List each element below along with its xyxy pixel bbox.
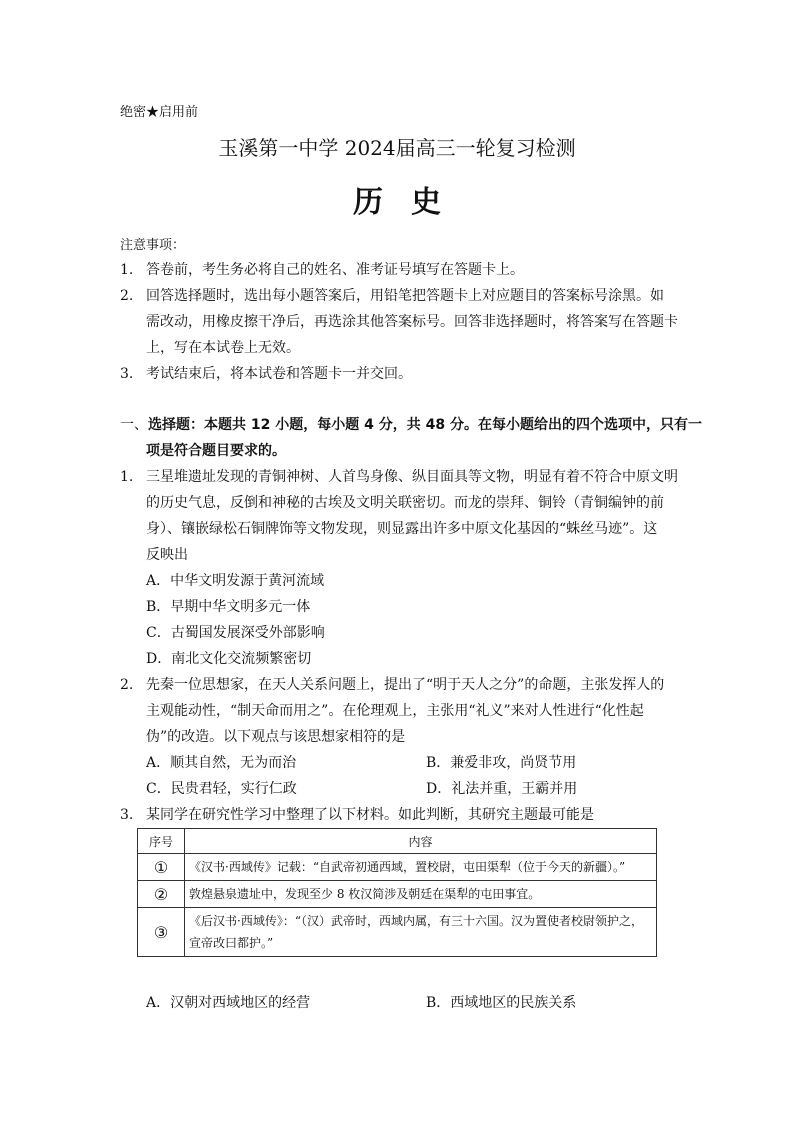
question-text: 某同学在研究性学习中整理了以下材料。如此判断，其研究主题最可能是 [146, 807, 594, 823]
section-text: 本题共 12 小题，每小题 4 分，共 48 分。在每小题给出的 [204, 417, 576, 433]
row-content: 《后汉书·西域传》：“（汉）武帝时，西域内属，有三十六国。汉为置使者校尉领护之，宣帝改曰都护。” [185, 908, 657, 957]
option-d[interactable]: D．礼法并重，王霸并用 [426, 781, 578, 797]
option-c[interactable]: C．古蜀国发展深受外部影响 [146, 625, 325, 641]
notice-text: 上，写在本试卷上无效。 [146, 340, 300, 356]
table-header-index: 序号 [138, 829, 185, 854]
row-index: ① [138, 854, 185, 881]
row-content: 《汉书·西域传》记载：“自武帝初通西域，置校尉，屯田渠犁（位于今天的新疆）。” [185, 854, 657, 881]
exam-title: 玉溪第一中学 2024届高三一轮复习检测 [218, 136, 576, 160]
secret-mark: 绝密★启用前 [120, 105, 199, 120]
row-content: 敦煌悬泉遗址中，发现至少 8 枚汉简涉及朝廷在渠犁的屯田事宜。 [185, 881, 657, 908]
question-text: 三星堆遗址发现的青铜神树、人首鸟身像、纵目面具等文物，明显有着不符合中原文明 [146, 469, 678, 485]
question-text: 的历史气息，反倒和神秘的古埃及文明关联密切。而龙的崇拜、铜铃（青铜编钟的前 [146, 495, 664, 511]
question-text: 主观能动性，“制天命而用之”。在伦理观上，主张用“礼义”来对人性进行“化性起 [146, 703, 644, 719]
notice-num: 3. [120, 366, 134, 382]
question-text: 先秦一位思想家，在天人关系问题上，提出了“明于天人之分”的命题，主张发挥人的 [146, 677, 665, 693]
option-b[interactable]: B．早期中华文明多元一体 [146, 599, 311, 615]
notice-heading: 注意事项： [120, 238, 186, 253]
section-label: 选择题： [148, 417, 204, 433]
section-text-line2: 项是符合题目要求的。 [146, 443, 286, 459]
question-num: 1. [120, 469, 134, 485]
notice-text: 需改动，用橡皮擦干净后，再选涂其他答案标号。回答非选择题时，将答案写在答题卡 [146, 314, 678, 330]
option-b[interactable]: B．西域地区的民族关系 [426, 995, 577, 1011]
notice-item [120, 361, 412, 387]
question-num: 2. [120, 677, 134, 693]
question-text: 反映出 [146, 547, 188, 563]
notice-text: 回答选择题时，选出每小题答案后，用铅笔把答题卡上对应题目的答案标号涂黑。如 [146, 288, 664, 304]
notice-num: 2. [120, 288, 134, 304]
option-b[interactable]: B．兼爱非攻，尚贤节用 [426, 755, 577, 771]
notice-text: 考试结束后，将本试卷和答题卡一并交回。 [146, 366, 412, 382]
subject-title: 历史 [353, 185, 469, 220]
section-heading [120, 412, 702, 438]
table-row [138, 854, 657, 881]
notice-num: 1. [120, 262, 134, 278]
question-3 [120, 802, 594, 828]
table-header-content: 内容 [185, 829, 657, 854]
row-index: ② [138, 881, 185, 908]
option-a[interactable]: A．顺其自然，无为而治 [146, 755, 297, 771]
section-text: ，只有一 [645, 417, 702, 433]
section-prefix: 一、 [120, 417, 148, 433]
table-header-row [138, 829, 657, 854]
option-a[interactable]: A．中华文明发源于黄河流域 [146, 573, 325, 589]
question-1 [120, 464, 678, 490]
notice-item [120, 257, 524, 283]
table-row [138, 881, 657, 908]
row-index: ③ [138, 908, 185, 957]
notice-text: 答卷前，考生务必将自己的姓名、准考证号填写在答题卡上。 [146, 262, 524, 278]
question-text: 伪”的改造。以下观点与该思想家相符的是 [146, 729, 406, 745]
question-text: 身）、镶嵌绿松石铜牌饰等文物发现，则显露出许多中原文化基因的“蛛丝马迹”。这 [146, 521, 658, 537]
notice-item [120, 283, 664, 309]
question-num: 3. [120, 807, 134, 823]
option-c[interactable]: C．民贵君轻，实行仁政 [146, 781, 297, 797]
option-d[interactable]: D．南北文化交流频繁密切 [146, 651, 312, 667]
question-2 [120, 672, 664, 698]
material-table [137, 828, 657, 957]
section-bold: 四个选项中 [575, 417, 646, 433]
table-row [138, 908, 657, 957]
option-a[interactable]: A．汉朝对西域地区的经营 [146, 995, 311, 1011]
